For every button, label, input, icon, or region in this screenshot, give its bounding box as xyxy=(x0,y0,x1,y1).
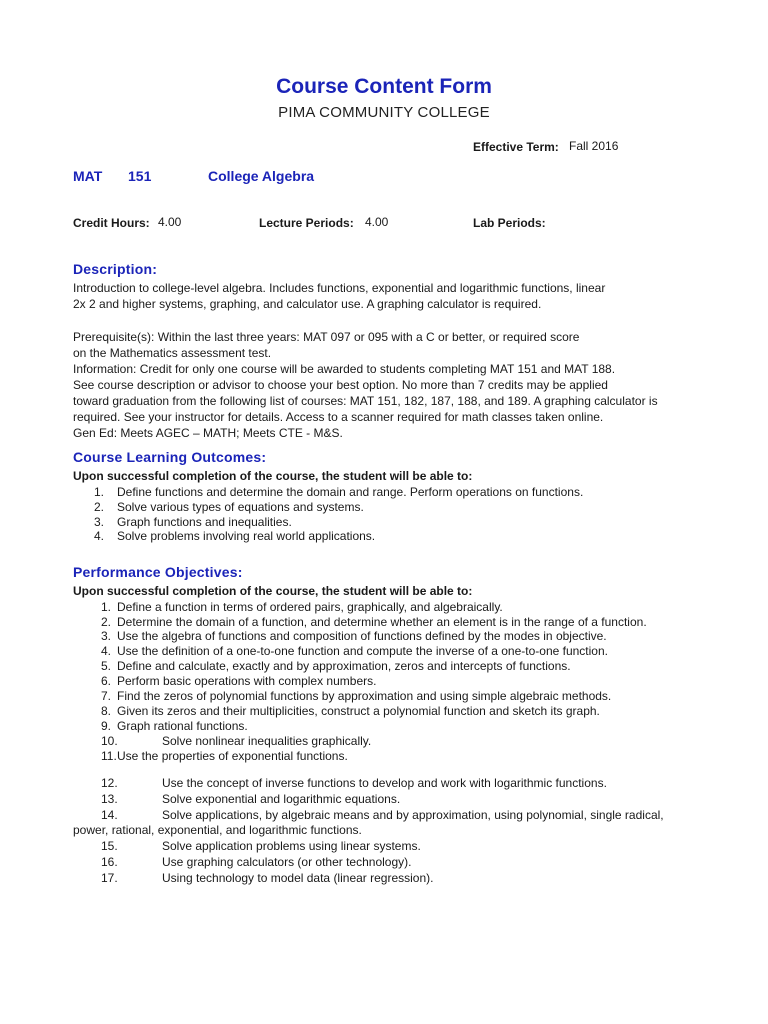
lab-periods-label: Lab Periods: xyxy=(473,216,546,230)
objective-text: Define a function in terms of ordered pairs, graphically, and algebraically. xyxy=(117,600,503,614)
objective-text: Given its zeros and their multiplicities, construct a polynomial function and sketch its graph. xyxy=(117,704,600,718)
objective-text: Solve exponential and logarithmic equations. xyxy=(162,792,401,806)
outcome-text: Solve problems involving real world applications. xyxy=(117,529,376,543)
effective-term-value: Fall 2016 xyxy=(569,139,619,153)
objective-text: Find the zeros of polynomial functions by approximation and using simple algebraic methods. xyxy=(117,689,612,703)
objective-number: 4. xyxy=(101,644,112,658)
objective-number: 17. xyxy=(101,871,118,885)
objective-text: Use graphing calculators (or other technology). xyxy=(162,855,412,869)
outcome-text: Define functions and determine the domain and range. Perform operations on functions. xyxy=(117,485,584,499)
objective-text: Graph rational functions. xyxy=(117,719,248,733)
objectives-intro: Upon successful completion of the course, the student will be able to: xyxy=(73,584,473,598)
description-line: required. See your instructor for details. Access to a scanner required for math classes taken online. xyxy=(73,410,604,424)
description-line: on the Mathematics assessment test. xyxy=(73,346,272,360)
outcome-number: 1. xyxy=(94,485,105,499)
objective-text: Use the algebra of functions and composition of functions defined by the modes in objective. xyxy=(117,629,607,643)
objective-text: Define and calculate, exactly and by approximation, zeros and intercepts of functions. xyxy=(117,659,571,673)
objective-number: 14. xyxy=(101,808,118,822)
objective-text: Use the properties of exponential functions. xyxy=(117,749,348,763)
objective-number: 7. xyxy=(101,689,112,703)
description-line: Introduction to college-level algebra. Includes functions, exponential and logarithmic functions, linear xyxy=(73,281,606,295)
outcome-number: 3. xyxy=(94,515,105,529)
objective-text-continuation: power, rational, exponential, and logarithmic functions. xyxy=(73,823,362,837)
objective-number: 1. xyxy=(101,600,112,614)
outcome-text: Graph functions and inequalities. xyxy=(117,515,292,529)
objective-text: Use the definition of a one-to-one function and compute the inverse of a one-to-one function. xyxy=(117,644,608,658)
objective-text: Using technology to model data (linear regression). xyxy=(162,871,434,885)
outcome-number: 2. xyxy=(94,500,105,514)
outcomes-intro: Upon successful completion of the course, the student will be able to: xyxy=(73,469,473,483)
objective-number: 8. xyxy=(101,704,112,718)
objective-number: 3. xyxy=(101,629,112,643)
objective-number: 11. xyxy=(101,749,117,763)
outcomes-heading: Course Learning Outcomes: xyxy=(73,449,267,465)
course-name: College Algebra xyxy=(208,168,315,184)
course-prefix: MAT xyxy=(73,168,103,184)
description-line: Gen Ed: Meets AGEC – MATH; Meets CTE - M&S. xyxy=(73,426,343,440)
objective-number: 5. xyxy=(101,659,112,673)
course-number: 151 xyxy=(128,168,152,184)
form-title: Course Content Form xyxy=(276,75,492,98)
objective-number: 13. xyxy=(101,792,118,806)
description-line: See course description or advisor to choose your best option. No more than 7 credits may be applied xyxy=(73,378,608,392)
objective-number: 6. xyxy=(101,674,112,688)
objective-text: Solve application problems using linear systems. xyxy=(162,839,421,853)
objective-number: 12. xyxy=(101,776,118,790)
description-heading: Description: xyxy=(73,261,158,277)
objective-text: Solve applications, by algebraic means and by approximation, using polynomial, single radical, xyxy=(162,808,664,822)
credit-hours-label: Credit Hours: xyxy=(73,216,150,230)
effective-term-label: Effective Term: xyxy=(473,140,559,154)
objective-number: 9. xyxy=(101,719,112,733)
objective-text: Determine the domain of a function, and determine whether an element is in the range of a function. xyxy=(117,615,647,629)
outcome-text: Solve various types of equations and systems. xyxy=(117,500,364,514)
outcome-number: 4. xyxy=(94,529,105,543)
objective-text: Use the concept of inverse functions to develop and work with logarithmic functions. xyxy=(162,776,607,790)
objectives-heading: Performance Objectives: xyxy=(73,564,243,580)
credit-hours-value: 4.00 xyxy=(158,215,182,229)
objective-number: 16. xyxy=(101,855,118,869)
description-line: Prerequisite(s): Within the last three years: MAT 097 or 095 with a C or better, or required score xyxy=(73,330,580,344)
objective-number: 10. xyxy=(101,734,118,748)
objective-number: 2. xyxy=(101,615,112,629)
description-line: Information: Credit for only one course will be awarded to students completing MAT 151 and MAT 188. xyxy=(73,362,616,376)
college-name: PIMA COMMUNITY COLLEGE xyxy=(278,104,490,121)
description-line: toward graduation from the following list of courses: MAT 151, 182, 187, 188, and 189. A graphing calculator is xyxy=(73,394,658,408)
description-line: 2x 2 and higher systems, graphing, and calculator use. A graphing calculator is required. xyxy=(73,297,542,311)
objective-text: Solve nonlinear inequalities graphically. xyxy=(162,734,372,748)
objective-number: 15. xyxy=(101,839,118,853)
lecture-periods-value: 4.00 xyxy=(365,215,389,229)
lecture-periods-label: Lecture Periods: xyxy=(259,216,354,230)
objective-text: Perform basic operations with complex numbers. xyxy=(117,674,377,688)
